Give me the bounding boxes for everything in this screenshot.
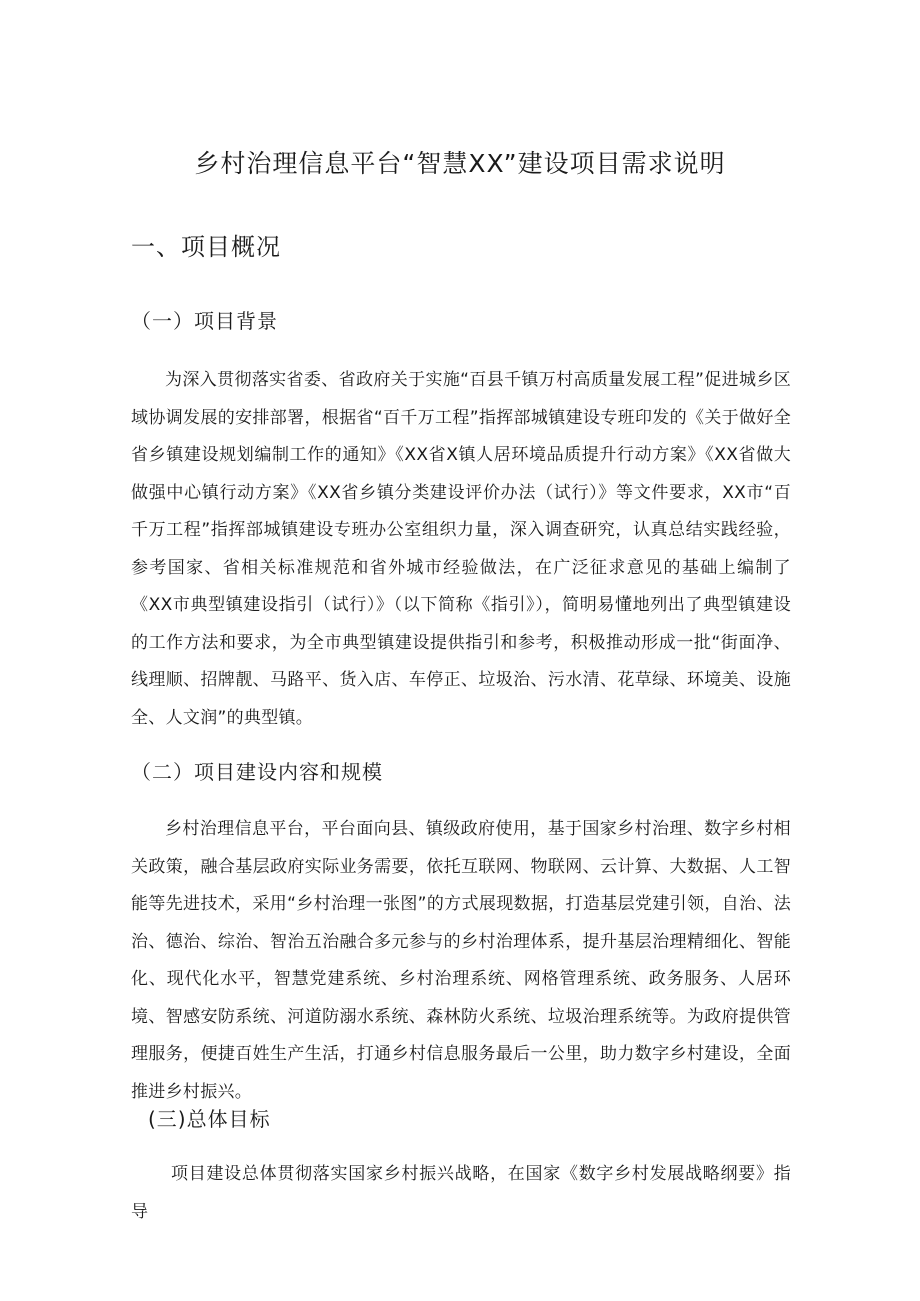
section-heading-overview: 一、项目概况 <box>131 233 281 261</box>
subsection-heading-content-scale: （二）项目建设内容和规模 <box>131 760 383 784</box>
document-title: 乡村治理信息平台“智慧XX”建设项目需求说明 <box>194 149 726 178</box>
paragraph-content-scale: 乡村治理信息平台，平台面向县、镇级政府使用，基于国家乡村治理、数字乡村相关政策，融合基层政府实际业务需要，依托互联网、物联网、云计算、大数据、人工智能等先进技术，采用“乡村治理一张图”的方式展现数据，打造基层党建引领，自治、法治、德治、综治、智治五治融合多元参与的乡村治理体系，提升基层治理精细化、智能化、现代化水平，智慧党建系统、乡村治理系统、网格管理系统、政务服务、人居环境、智感安防系统、河道防溺水系统、森林防火系统、垃圾治理系统等。为政府提供管理服务，便捷百姓生产生活，打通乡村信息服务最后一公里，助力数字乡村建设，全面推进乡村振兴。 <box>131 819 791 1102</box>
paragraph-overall-goal: 项目建设总体贯彻落实国家乡村振兴战略，在国家《数字乡村发展战略纲要》指导 <box>131 1164 791 1222</box>
subsection-heading-background: （一）项目背景 <box>131 309 278 333</box>
paragraph-background: 为深入贯彻落实省委、省政府关于实施“百县千镇万村高质量发展工程”促进城乡区域协调发展的安排部署，根据省“百千万工程”指挥部城镇建设专班印发的《关于做好全省乡镇建设规划编制工作的通知》《XX省X镇人居环境品质提升行动方案》《XX省做大做强中心镇行动方案》《XX省乡镇分类建设评价办法（试行）》等文件要求，XX市“百千万工程”指挥部城镇建设专班办公室组织力量，深入调查研究，认真总结实践经验，参考国家、省相关标准规范和省外城市经验做法，在广泛征求意见的基础上编制了《XX市典型镇建设指引（试行）》（以下简称《指引》），简明易懂地列出了典型镇建设的工作方法和要求，为全市典型镇建设提供指引和参考，积极推动形成一批“街面净、线理顺、招牌靓、马路平、货入店、车停正、垃圾治、污水清、花草绿、环境美、设施全、人文润”的典型镇。 <box>131 370 791 728</box>
subsection-heading-overall-goal: (三)总体目标 <box>148 1107 271 1131</box>
